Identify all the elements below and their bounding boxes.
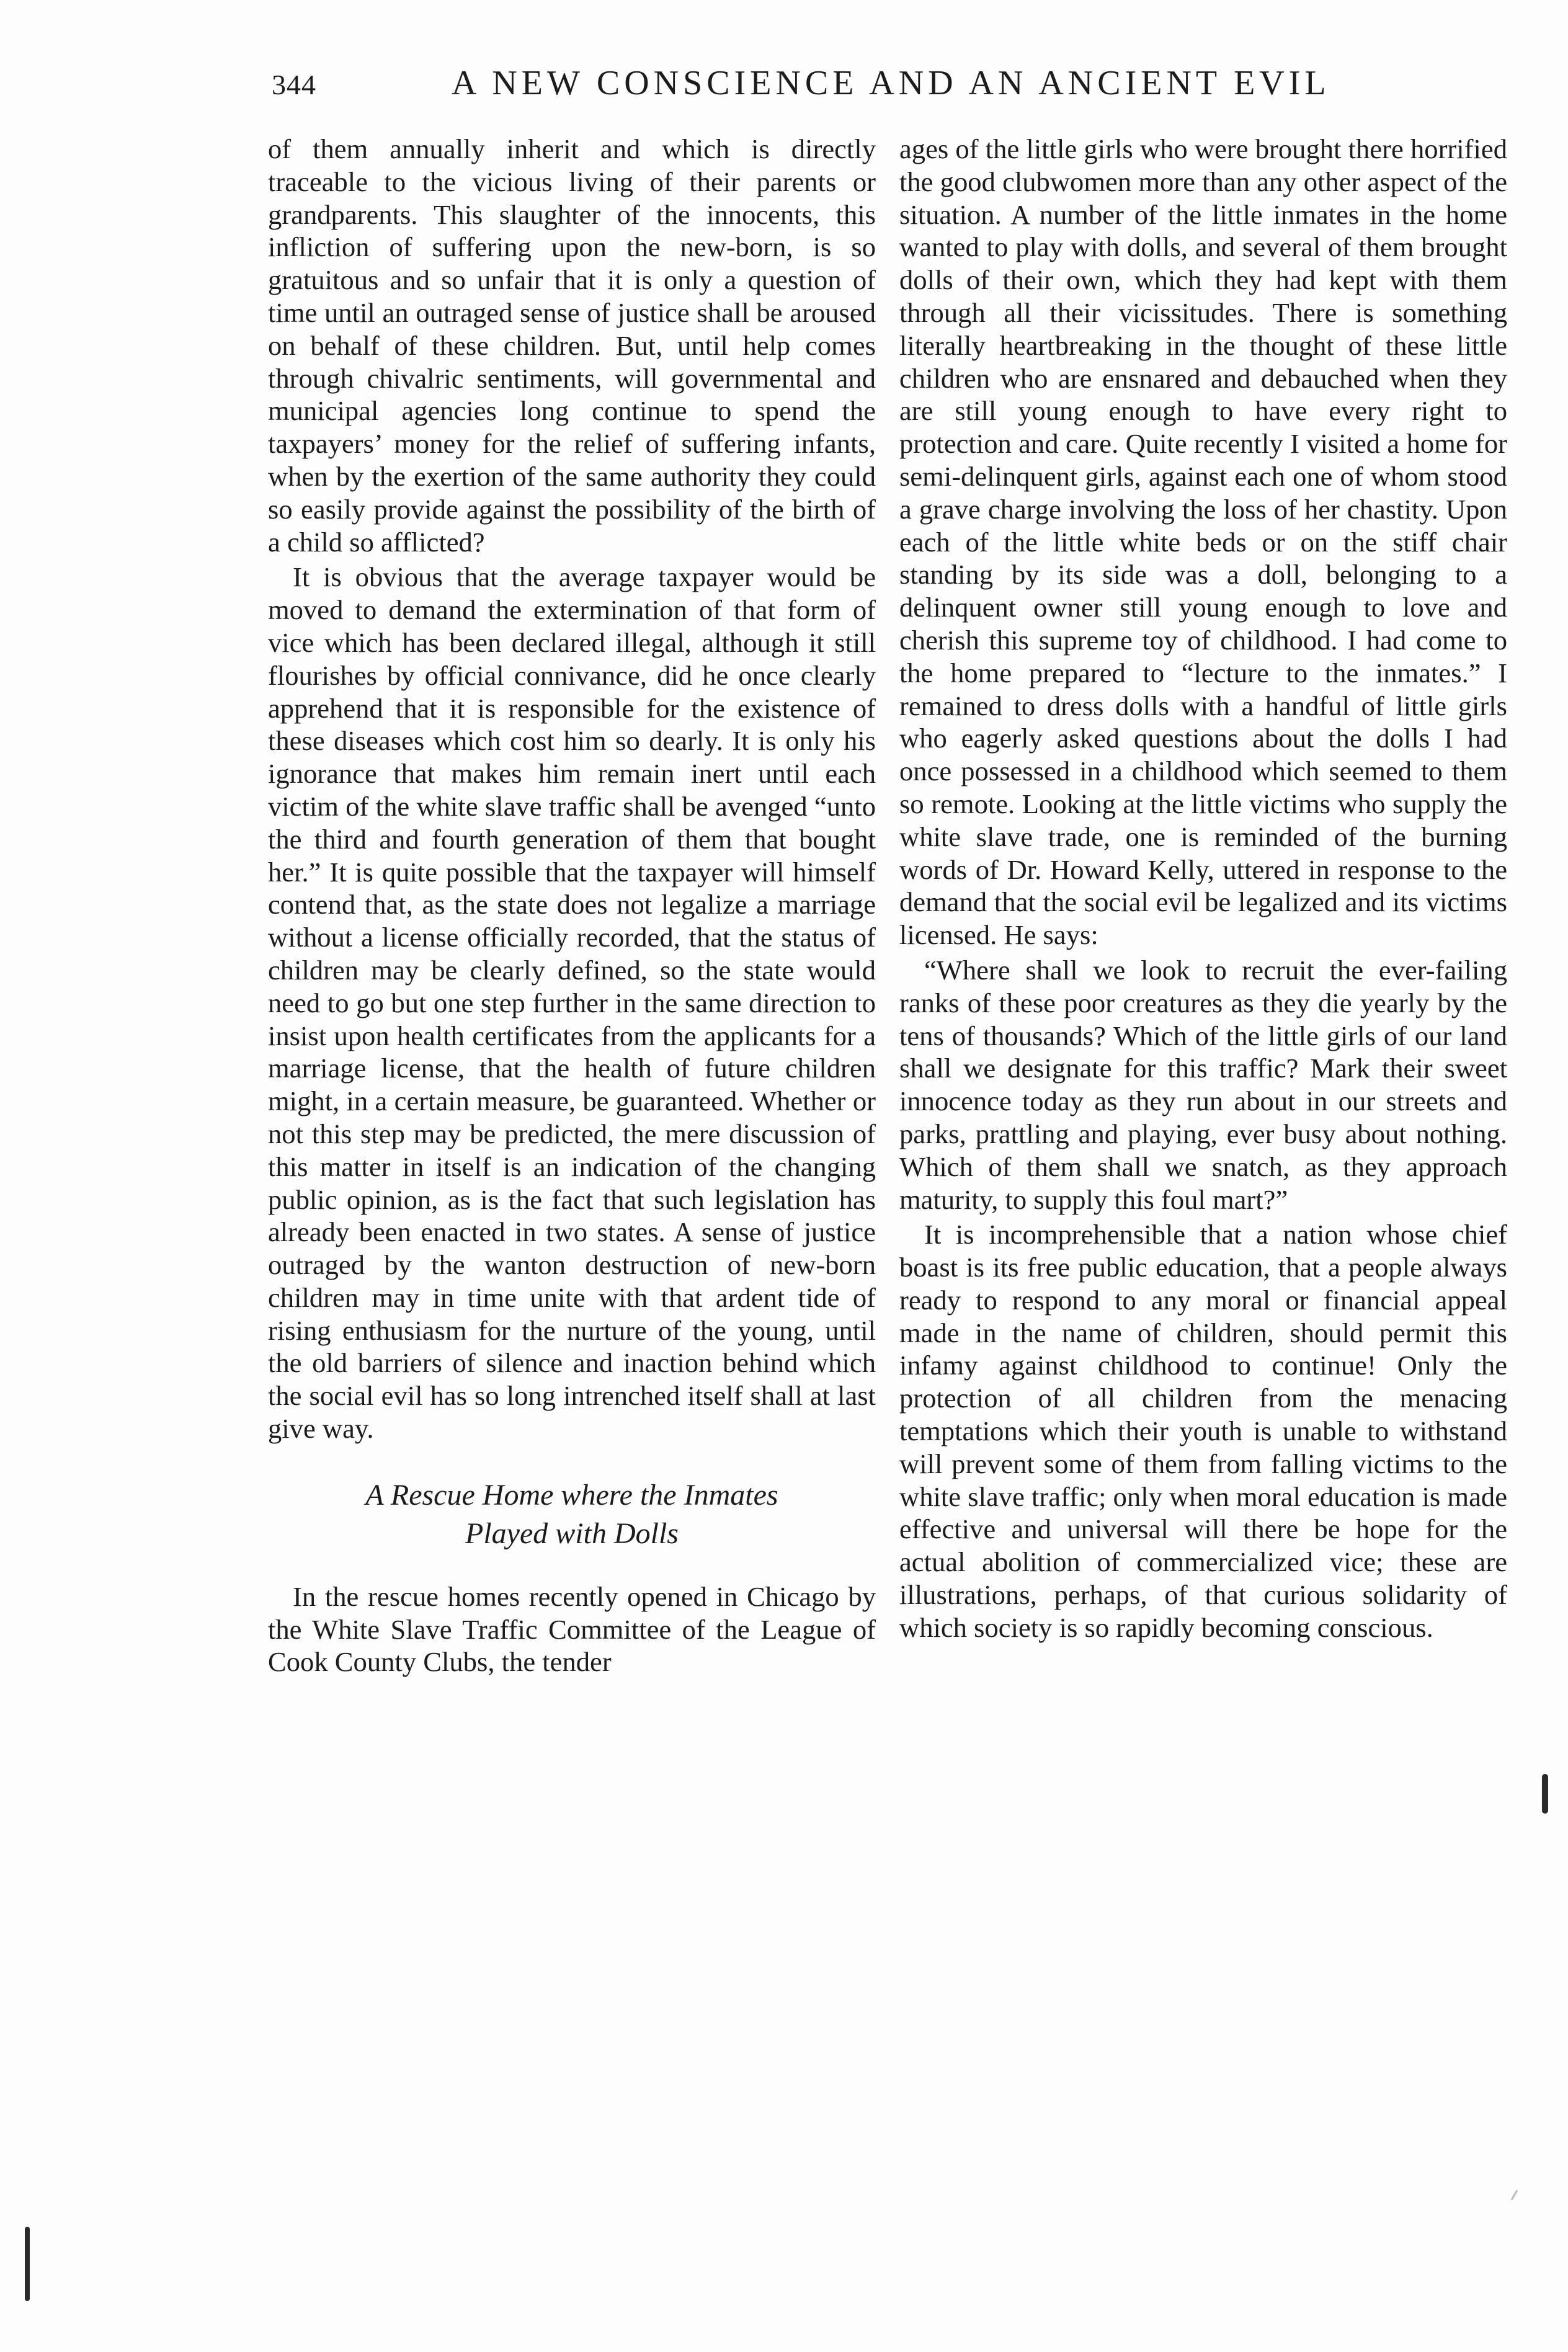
right-paragraph-1: ages of the little girls who were brought there horrified the good clubwomen more than any other aspect of the situation. A number of the little inmates in the home wanted to play with dolls, and several of them brought dolls of their own, which they had kept with them through all their vicissitudes. There is something literally heartbreaking in the thought of these little children who are ensnared and debauched when they are still young enough to have every right to protection and care. Quite recently I visited a home for semi-delinquent girls, against each one of whom stood a grave charge involving the loss of her chastity. Upon each of the little white beds or on the stiff chair standing by its side was a doll, belonging to a delinquent owner still young enough to love and cherish this supreme toy of childhood. I had come to the home prepared to “lecture to the inmates.” I remained to dress dolls with a handful of little girls who eagerly asked questions about the dolls I had once possessed in a childhood which seemed to them so remote. Looking at the little victims who supply the white slave trade, one is reminded of the burning words of Dr. Howard Kelly, uttered in response to the demand that the social evil be legalized and its victims licensed. He says: bbox=[899, 133, 1507, 951]
section-heading-line-2: Played with Dolls bbox=[465, 1517, 679, 1550]
left-paragraph-1: of them annually inherit and which is directly traceable to the vicious living of their parents or grandparents. This slaughter of the innocents, this infliction of suffering upon the new-born, is so gratuitous and so unfair that it is only a question of time until an outraged sense of justice shall be aroused on behalf of these children. But, until help comes through chivalric sentiments, will governmental and municipal agencies long continue to spend the taxpayers’ money for the relief of suffering infants, when by the exertion of the same authority they could so easily provide against the possibility of the birth of a child so afflicted? bbox=[268, 133, 876, 558]
right-edge-mark bbox=[1542, 1774, 1548, 1814]
left-paragraph-2: It is obvious that the average taxpayer would be moved to demand the extermination of that form of vice which has been declared illegal, although it still flourishes by official connivance, did he once clearly apprehend that it is responsible for the existence of these diseases which cost him so dearly. It is only his ignorance that makes him remain inert until each victim of the white slave traffic shall be avenged “unto the third and fourth generation of them that bought her.” It is quite possible that the taxpayer will himself contend that, as the state does not legalize a marriage without a license officially recorded, that the status of children may be clearly defined, so the state would need to go but one step further in the same direction to insist upon health certificates from the applicants for a marriage license, that the health of future children might, in a certain measure, be guaranteed. Whether or not this step may be predicted, the mere discussion of this matter in itself is an indication of the changing public opinion, as is the fact that such legislation has already been enacted in two states. A sense of justice outraged by the wanton destruction of new-born children may in time unite with that ardent tide of rising enthusiasm for the nurture of the young, until the old barriers of silence and inaction behind which the social evil has so long intrenched itself shall at last give way. bbox=[268, 561, 876, 1445]
right-column bbox=[899, 133, 1507, 1644]
right-paragraph-2: It is incomprehensible that a nation whose chief boast is its free public education, that a people always ready to respond to any moral or financial appeal made in the name of children, should permit this infamy against childhood to continue! Only the protection of all children from the menacing temptations which their youth is unable to withstand will prevent some of them from falling victims to the white slave traffic; only when moral education is made effective and universal will there be hope for the actual abolition of commercialized vice; these are illustrations, perhaps, of that curious solidarity of which society is so rapidly becoming conscious. bbox=[899, 1219, 1507, 1643]
scan-speck bbox=[1511, 2189, 1518, 2200]
left-column bbox=[268, 133, 876, 1678]
running-head: A NEW CONSCIENCE AND AN ANCIENT EVIL bbox=[452, 64, 1330, 102]
left-paragraph-3: In the rescue homes recently opened in Chicago by the White Slave Traffic Committee of the League of Cook County Clubs, the tender bbox=[268, 1580, 876, 1678]
binding-edge-mark bbox=[25, 2227, 30, 2301]
section-heading bbox=[268, 1476, 876, 1553]
right-quote: “Where shall we look to recruit the ever-failing ranks of these poor creatures as they die yearly by the tens of thousands? Which of the little girls of our land shall we designate for this traffic? Mark their sweet innocence today as they run about in our streets and parks, prattling and playing, ever busy about nothing. Which of them shall we snatch, as they approach maturity, to supply this foul mart?” bbox=[899, 954, 1507, 1215]
page-header bbox=[272, 63, 1357, 113]
section-heading-line-1: A Rescue Home where the Inmates bbox=[365, 1478, 778, 1512]
page-number: 344 bbox=[272, 69, 316, 100]
